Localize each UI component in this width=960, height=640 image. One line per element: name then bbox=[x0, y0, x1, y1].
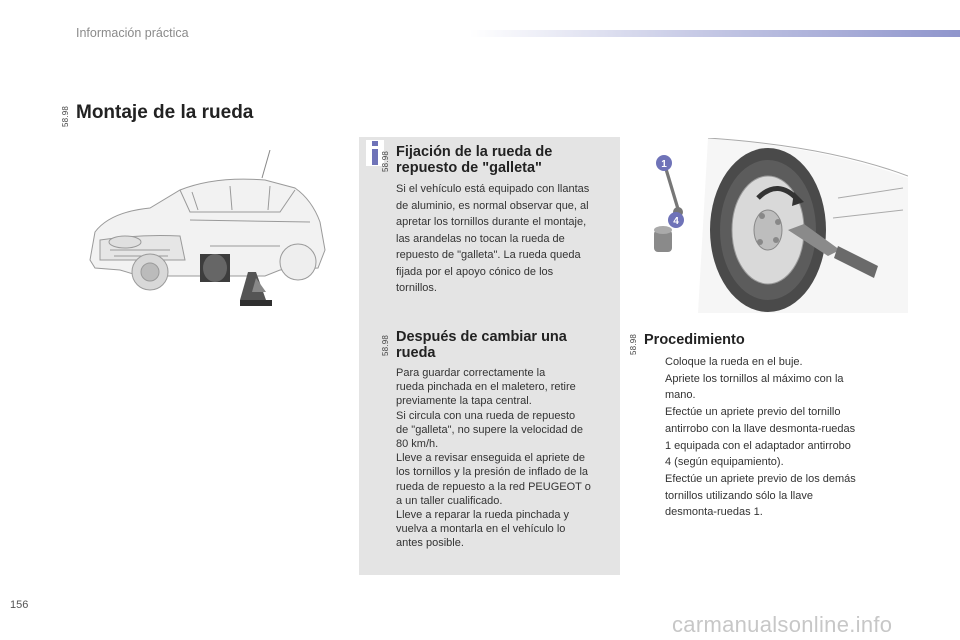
text-line: previamente la tapa central. bbox=[396, 395, 532, 408]
step-line: mano. bbox=[665, 389, 696, 402]
text-line: tornillos. bbox=[396, 282, 437, 294]
text-line: los tornillos y la presión de inflado de la bbox=[396, 466, 589, 479]
page-number: 156 bbox=[10, 599, 29, 611]
text-line: a un taller cualificado. bbox=[396, 494, 503, 507]
step-line: Efectúe un apriete previo de los demás bbox=[665, 472, 856, 485]
step-line: 1 equipada con el adaptador antirrobo bbox=[665, 439, 851, 452]
text-line: Si circula con una rueda de repuesto bbox=[396, 409, 576, 422]
text-line: repuesto de "galleta". La rueda queda bbox=[396, 249, 581, 261]
reference-code: 58.98 bbox=[381, 334, 390, 356]
step-line: 4 (según equipamiento). bbox=[665, 456, 784, 469]
text-line: fijada por el apoyo cónico de los bbox=[396, 265, 554, 278]
text-line: antes posible. bbox=[396, 537, 464, 550]
panel2-title-line2: rueda bbox=[396, 345, 436, 361]
step-line: tornillos utilizando sólo la llave bbox=[665, 489, 813, 502]
procedure-title: Procedimiento bbox=[644, 332, 745, 348]
text-line: Lleve a reparar la rueda pinchada y bbox=[396, 509, 570, 522]
wheel-mounting-illustration bbox=[628, 138, 908, 313]
step-line: Apriete los tornillos al máximo con la bbox=[665, 372, 844, 385]
procedure-step bbox=[644, 354, 884, 371]
text-line: apretar los tornillos durante el montaje, bbox=[396, 216, 587, 228]
watermark: carmanualsonline.info bbox=[672, 612, 893, 637]
step-line: Efectúe un apriete previo del tornillo bbox=[665, 406, 841, 419]
text-line: Lleve a revisar enseguida el apriete de bbox=[396, 452, 585, 465]
text-line: rueda de repuesto a la red PEUGEOT o bbox=[396, 480, 591, 493]
reference-code: 58.98 bbox=[61, 105, 70, 127]
text-line: Si el vehículo está equipado con llantas bbox=[396, 183, 590, 195]
text-line: de "galleta", no supere la velocidad de bbox=[396, 423, 583, 436]
panel2-body bbox=[396, 366, 591, 551]
text-line: las arandelas no tocan la rueda de bbox=[396, 232, 565, 245]
text-line: de aluminio, es normal observar que, al bbox=[396, 199, 589, 212]
procedure-step bbox=[644, 471, 884, 521]
reference-code: 58.98 bbox=[381, 150, 390, 172]
procedure-step bbox=[644, 404, 884, 471]
panel2-title-line1: Después de cambiar una bbox=[396, 329, 567, 345]
step-line: Coloque la rueda en el buje. bbox=[665, 356, 803, 368]
text-line: vuelva a montarla en el vehículo lo bbox=[396, 523, 566, 536]
header-title: Información práctica bbox=[76, 26, 189, 40]
panel1-title-line2: repuesto de "galleta" bbox=[396, 160, 542, 176]
step-line: antirrobo con la llave desmonta-ruedas bbox=[665, 422, 856, 435]
reference-code: 58.98 bbox=[629, 333, 638, 355]
header-gradient-bar bbox=[470, 30, 960, 37]
text-line: rueda pinchada en el maletero, retire bbox=[396, 381, 576, 394]
step-line: desmonta-ruedas 1. bbox=[665, 506, 763, 519]
callout-label-1: 1 bbox=[661, 159, 667, 170]
car-jack-illustration bbox=[80, 150, 340, 320]
text-line: 80 km/h. bbox=[396, 438, 439, 451]
procedure-step bbox=[644, 371, 884, 404]
procedure-steps bbox=[644, 354, 884, 521]
section-title: Montaje de la rueda bbox=[76, 102, 254, 123]
panel1-body bbox=[396, 181, 589, 297]
text-line: Para guardar correctamente la bbox=[396, 367, 546, 379]
callout-label-4: 4 bbox=[673, 216, 679, 227]
panel1-title-line1: Fijación de la rueda de bbox=[396, 144, 553, 160]
